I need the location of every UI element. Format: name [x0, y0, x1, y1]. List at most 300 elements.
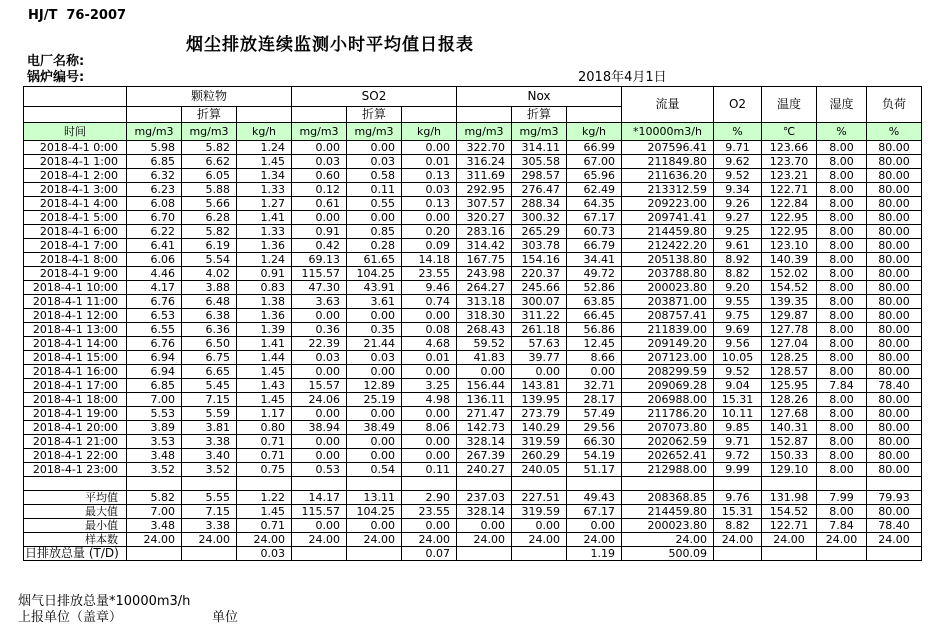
value-cell: 3.89 — [127, 421, 182, 435]
value-cell: 80.00 — [867, 281, 922, 295]
value-cell: 24.00 — [867, 533, 922, 547]
value-cell — [512, 477, 567, 491]
value-cell: 0.03 — [237, 547, 292, 561]
value-cell: 211849.80 — [622, 155, 714, 169]
col-header-load: 负荷 — [867, 87, 922, 123]
value-cell: 0.00 — [292, 141, 347, 155]
value-cell: 0.00 — [347, 519, 402, 533]
value-cell: 0.03 — [402, 183, 457, 197]
value-cell: 0.61 — [292, 197, 347, 211]
value-cell: 6.94 — [127, 351, 182, 365]
value-cell: 8.92 — [714, 253, 762, 267]
value-cell — [347, 547, 402, 561]
value-cell: 264.27 — [457, 281, 512, 295]
value-cell: 227.51 — [512, 491, 567, 505]
value-cell: 0.00 — [402, 435, 457, 449]
value-cell: 8.00 — [817, 421, 867, 435]
value-cell: 6.62 — [182, 155, 237, 169]
value-cell: 0.01 — [402, 351, 457, 365]
value-cell: 5.66 — [182, 197, 237, 211]
value-cell — [867, 477, 922, 491]
value-cell: 0.20 — [402, 225, 457, 239]
value-cell: 3.52 — [182, 463, 237, 477]
value-cell: 80.00 — [867, 253, 922, 267]
time-cell: 2018-4-1 0:00 — [24, 141, 127, 155]
boiler-number-label: 锅炉编号: — [27, 70, 85, 85]
value-cell: 7.00 — [127, 393, 182, 407]
value-cell: 8.00 — [817, 267, 867, 281]
value-cell: 142.73 — [457, 421, 512, 435]
value-cell: 123.66 — [762, 141, 817, 155]
value-cell: 9.99 — [714, 463, 762, 477]
value-cell: 273.79 — [512, 407, 567, 421]
value-cell: 8.66 — [567, 351, 622, 365]
value-cell: 6.50 — [182, 337, 237, 351]
value-cell: 311.22 — [512, 309, 567, 323]
value-cell: 0.00 — [347, 407, 402, 421]
data-row — [24, 281, 922, 295]
value-cell: 211786.20 — [622, 407, 714, 421]
value-cell: 23.55 — [402, 505, 457, 519]
value-cell: 4.02 — [182, 267, 237, 281]
value-cell: 0.00 — [347, 449, 402, 463]
value-cell: 24.00 — [714, 533, 762, 547]
value-cell: 0.75 — [237, 463, 292, 477]
unit-cell: mg/m3 — [292, 123, 347, 141]
value-cell: 0.00 — [457, 519, 512, 533]
value-cell: 115.57 — [292, 267, 347, 281]
value-cell: 80.00 — [867, 421, 922, 435]
value-cell: 209223.00 — [622, 197, 714, 211]
value-cell: 6.36 — [182, 323, 237, 337]
value-cell: 122.84 — [762, 197, 817, 211]
value-cell: 127.78 — [762, 323, 817, 337]
time-cell: 2018-4-1 1:00 — [24, 155, 127, 169]
value-cell: 80.00 — [867, 337, 922, 351]
value-cell: 9.71 — [714, 435, 762, 449]
value-cell: 300.32 — [512, 211, 567, 225]
value-cell: 80.00 — [867, 183, 922, 197]
value-cell: 104.25 — [347, 267, 402, 281]
value-cell: 66.99 — [567, 141, 622, 155]
value-cell: 128.25 — [762, 351, 817, 365]
value-cell: 245.66 — [512, 281, 567, 295]
value-cell: 2.90 — [402, 491, 457, 505]
unit-cell: mg/m3 — [127, 123, 182, 141]
unit-cell: kg/h — [237, 123, 292, 141]
col-header-flow: 流量 — [622, 87, 714, 123]
value-cell: 0.00 — [457, 365, 512, 379]
summary-row — [24, 519, 922, 533]
time-cell: 2018-4-1 21:00 — [24, 435, 127, 449]
value-cell: 0.07 — [402, 547, 457, 561]
spacer-row — [24, 477, 922, 491]
value-cell: 0.00 — [292, 449, 347, 463]
value-cell: 0.55 — [347, 197, 402, 211]
value-cell: 65.96 — [567, 169, 622, 183]
value-cell: 1.19 — [567, 547, 622, 561]
value-cell: 0.00 — [292, 435, 347, 449]
value-cell: 9.52 — [714, 365, 762, 379]
value-cell: 8.00 — [817, 365, 867, 379]
value-cell: 60.73 — [567, 225, 622, 239]
blank-cell — [292, 107, 347, 123]
value-cell: 0.00 — [292, 309, 347, 323]
summary-label: 最小值 — [24, 519, 127, 533]
value-cell: 12.45 — [567, 337, 622, 351]
value-cell: 240.05 — [512, 463, 567, 477]
summary-label: 日排放总量 (T/D) — [24, 547, 127, 561]
data-row — [24, 141, 922, 155]
value-cell — [457, 547, 512, 561]
value-cell: 8.00 — [817, 407, 867, 421]
value-cell: 7.84 — [817, 519, 867, 533]
value-cell: 80.00 — [867, 309, 922, 323]
value-cell: 39.77 — [512, 351, 567, 365]
value-cell: 0.00 — [402, 309, 457, 323]
value-cell: 150.33 — [762, 449, 817, 463]
time-cell: 2018-4-1 3:00 — [24, 183, 127, 197]
data-row — [24, 253, 922, 267]
value-cell: 0.00 — [347, 365, 402, 379]
value-cell: 0.71 — [237, 435, 292, 449]
value-cell: 6.76 — [127, 337, 182, 351]
value-cell: 15.57 — [292, 379, 347, 393]
value-cell: 9.62 — [714, 155, 762, 169]
value-cell: 8.00 — [817, 211, 867, 225]
value-cell: 307.57 — [457, 197, 512, 211]
value-cell: 3.52 — [127, 463, 182, 477]
value-cell: 1.27 — [237, 197, 292, 211]
time-cell: 2018-4-1 18:00 — [24, 393, 127, 407]
value-cell: 5.55 — [182, 491, 237, 505]
time-cell: 2018-4-1 22:00 — [24, 449, 127, 463]
value-cell: 9.04 — [714, 379, 762, 393]
value-cell: 62.49 — [567, 183, 622, 197]
value-cell: 8.06 — [402, 421, 457, 435]
units-row — [24, 123, 922, 141]
value-cell: 52.86 — [567, 281, 622, 295]
value-cell: 212988.00 — [622, 463, 714, 477]
value-cell: 6.06 — [127, 253, 182, 267]
value-cell: 8.00 — [817, 505, 867, 519]
summary-label: 最大值 — [24, 505, 127, 519]
value-cell: 24.00 — [567, 533, 622, 547]
value-cell: 8.00 — [817, 435, 867, 449]
value-cell: 3.61 — [347, 295, 402, 309]
summary-row — [24, 505, 922, 519]
value-cell: 7.00 — [127, 505, 182, 519]
value-cell: 9.76 — [714, 491, 762, 505]
value-cell: 1.38 — [237, 295, 292, 309]
value-cell — [867, 547, 922, 561]
value-cell: 123.21 — [762, 169, 817, 183]
value-cell: 129.10 — [762, 463, 817, 477]
value-cell: 207596.41 — [622, 141, 714, 155]
value-cell: 6.85 — [127, 155, 182, 169]
value-cell: 0.03 — [347, 155, 402, 169]
value-cell: 24.00 — [237, 533, 292, 547]
value-cell: 0.00 — [402, 141, 457, 155]
value-cell: 305.58 — [512, 155, 567, 169]
value-cell: 203788.80 — [622, 267, 714, 281]
value-cell — [762, 547, 817, 561]
value-cell: 300.07 — [512, 295, 567, 309]
value-cell: 205138.80 — [622, 253, 714, 267]
blank-cell — [237, 107, 292, 123]
value-cell: 6.22 — [127, 225, 182, 239]
value-cell — [567, 477, 622, 491]
value-cell: 80.00 — [867, 407, 922, 421]
value-cell: 0.54 — [347, 463, 402, 477]
value-cell: 69.13 — [292, 253, 347, 267]
value-cell: 66.79 — [567, 239, 622, 253]
value-cell: 78.40 — [867, 519, 922, 533]
blank-cell — [457, 107, 512, 123]
time-cell: 2018-4-1 9:00 — [24, 267, 127, 281]
value-cell: 8.00 — [817, 183, 867, 197]
value-cell: 8.00 — [817, 197, 867, 211]
value-cell: 128.57 — [762, 365, 817, 379]
value-cell: 214459.80 — [622, 225, 714, 239]
value-cell: 4.46 — [127, 267, 182, 281]
value-cell: 1.33 — [237, 183, 292, 197]
value-cell: 200023.80 — [622, 281, 714, 295]
value-cell: 80.00 — [867, 239, 922, 253]
value-cell: 0.00 — [567, 519, 622, 533]
value-cell: 23.55 — [402, 267, 457, 281]
value-cell: 0.03 — [292, 155, 347, 169]
value-cell: 8.00 — [817, 281, 867, 295]
value-cell: 276.47 — [512, 183, 567, 197]
value-cell: 67.17 — [567, 211, 622, 225]
unit-cell: % — [714, 123, 762, 141]
value-cell: 6.75 — [182, 351, 237, 365]
value-cell: 6.08 — [127, 197, 182, 211]
value-cell: 1.36 — [237, 239, 292, 253]
value-cell — [237, 477, 292, 491]
value-cell: 0.01 — [402, 155, 457, 169]
value-cell: 9.25 — [714, 225, 762, 239]
value-cell: 3.25 — [402, 379, 457, 393]
value-cell: 237.03 — [457, 491, 512, 505]
value-cell: 0.09 — [402, 239, 457, 253]
value-cell: 316.24 — [457, 155, 512, 169]
value-cell: 240.27 — [457, 463, 512, 477]
data-row — [24, 295, 922, 309]
value-cell: 80.00 — [867, 211, 922, 225]
value-cell: 203871.00 — [622, 295, 714, 309]
value-cell: 0.00 — [402, 365, 457, 379]
value-cell — [292, 547, 347, 561]
value-cell: 0.11 — [347, 183, 402, 197]
col-group-so2: SO2 — [292, 87, 457, 107]
value-cell: 1.41 — [237, 337, 292, 351]
time-column-header: 时间 — [24, 123, 127, 141]
value-cell: 0.58 — [347, 169, 402, 183]
value-cell: 318.30 — [457, 309, 512, 323]
col-header-temperature: 温度 — [762, 87, 817, 123]
value-cell: 0.00 — [292, 365, 347, 379]
data-row — [24, 267, 922, 281]
value-cell: 3.63 — [292, 295, 347, 309]
value-cell: 66.30 — [567, 435, 622, 449]
value-cell: 0.08 — [402, 323, 457, 337]
value-cell: 6.19 — [182, 239, 237, 253]
value-cell: 0.00 — [347, 141, 402, 155]
value-cell: 24.06 — [292, 393, 347, 407]
time-cell: 2018-4-1 16:00 — [24, 365, 127, 379]
report-table — [23, 86, 922, 561]
value-cell: 24.00 — [512, 533, 567, 547]
converted-label-so2: 折算 — [347, 107, 402, 123]
data-row — [24, 239, 922, 253]
data-row — [24, 351, 922, 365]
value-cell: 43.91 — [347, 281, 402, 295]
value-cell — [622, 477, 714, 491]
col-header-humidity: 湿度 — [817, 87, 867, 123]
value-cell: 0.03 — [292, 351, 347, 365]
time-cell: 2018-4-1 6:00 — [24, 225, 127, 239]
value-cell: 0.00 — [402, 211, 457, 225]
value-cell: 0.00 — [292, 519, 347, 533]
value-cell: 24.00 — [762, 533, 817, 547]
value-cell: 29.56 — [567, 421, 622, 435]
value-cell: 25.19 — [347, 393, 402, 407]
value-cell: 0.85 — [347, 225, 402, 239]
value-cell — [457, 477, 512, 491]
value-cell: 80.00 — [867, 365, 922, 379]
value-cell: 9.71 — [714, 141, 762, 155]
value-cell: 80.00 — [867, 449, 922, 463]
value-cell: 322.70 — [457, 141, 512, 155]
value-cell: 8.00 — [817, 337, 867, 351]
unit-cell: % — [867, 123, 922, 141]
value-cell: 3.48 — [127, 519, 182, 533]
value-cell: 156.44 — [457, 379, 512, 393]
value-cell: 207123.00 — [622, 351, 714, 365]
value-cell: 0.60 — [292, 169, 347, 183]
value-cell: 288.34 — [512, 197, 567, 211]
value-cell: 209069.28 — [622, 379, 714, 393]
value-cell: 1.43 — [237, 379, 292, 393]
value-cell — [714, 477, 762, 491]
value-cell: 47.30 — [292, 281, 347, 295]
value-cell: 1.17 — [237, 407, 292, 421]
value-cell: 80.00 — [867, 141, 922, 155]
value-cell: 207073.80 — [622, 421, 714, 435]
value-cell: 0.80 — [237, 421, 292, 435]
value-cell: 8.00 — [817, 295, 867, 309]
value-cell: 9.52 — [714, 169, 762, 183]
value-cell: 0.00 — [512, 519, 567, 533]
value-cell: 152.02 — [762, 267, 817, 281]
value-cell: 139.95 — [512, 393, 567, 407]
value-cell: 0.71 — [237, 519, 292, 533]
value-cell: 0.00 — [402, 519, 457, 533]
value-cell: 61.65 — [347, 253, 402, 267]
value-cell: 139.35 — [762, 295, 817, 309]
value-cell: 3.38 — [182, 519, 237, 533]
col-group-nox: Nox — [457, 87, 622, 107]
value-cell: 128.26 — [762, 393, 817, 407]
value-cell: 3.81 — [182, 421, 237, 435]
value-cell: 10.05 — [714, 351, 762, 365]
value-cell: 123.10 — [762, 239, 817, 253]
value-cell: 80.00 — [867, 225, 922, 239]
value-cell — [762, 477, 817, 491]
value-cell: 140.39 — [762, 253, 817, 267]
time-cell: 2018-4-1 13:00 — [24, 323, 127, 337]
value-cell: 9.75 — [714, 309, 762, 323]
value-cell: 122.71 — [762, 519, 817, 533]
value-cell: 5.53 — [127, 407, 182, 421]
value-cell: 80.00 — [867, 505, 922, 519]
value-cell: 8.82 — [714, 267, 762, 281]
value-cell: 271.47 — [457, 407, 512, 421]
value-cell: 5.98 — [127, 141, 182, 155]
value-cell: 8.00 — [817, 463, 867, 477]
unit-label: 单位 — [212, 610, 239, 625]
value-cell: 14.18 — [402, 253, 457, 267]
value-cell: 24.00 — [817, 533, 867, 547]
time-cell: 2018-4-1 5:00 — [24, 211, 127, 225]
value-cell: 9.72 — [714, 449, 762, 463]
value-cell: 9.27 — [714, 211, 762, 225]
value-cell: 0.28 — [347, 239, 402, 253]
data-row — [24, 421, 922, 435]
value-cell: 214459.80 — [622, 505, 714, 519]
time-cell: 2018-4-1 15:00 — [24, 351, 127, 365]
flue-gas-daily-total-note: 烟气日排放总量*10000m3/h — [18, 594, 191, 609]
value-cell: 1.44 — [237, 351, 292, 365]
summary-row — [24, 491, 922, 505]
value-cell: 80.00 — [867, 295, 922, 309]
time-cell: 2018-4-1 19:00 — [24, 407, 127, 421]
value-cell: 6.28 — [182, 211, 237, 225]
value-cell: 122.95 — [762, 211, 817, 225]
value-cell: 260.29 — [512, 449, 567, 463]
value-cell: 314.11 — [512, 141, 567, 155]
value-cell: 9.69 — [714, 323, 762, 337]
value-cell: 1.22 — [237, 491, 292, 505]
value-cell: 8.00 — [817, 393, 867, 407]
value-cell: 328.14 — [457, 505, 512, 519]
value-cell: 4.17 — [127, 281, 182, 295]
value-cell: 0.03 — [347, 351, 402, 365]
value-cell: 104.25 — [347, 505, 402, 519]
value-cell: 64.35 — [567, 197, 622, 211]
value-cell: 1.33 — [237, 225, 292, 239]
value-cell: 0.00 — [292, 407, 347, 421]
value-cell — [714, 547, 762, 561]
value-cell: 24.00 — [622, 533, 714, 547]
value-cell: 8.00 — [817, 155, 867, 169]
value-cell: 3.88 — [182, 281, 237, 295]
value-cell: 9.85 — [714, 421, 762, 435]
value-cell: 314.42 — [457, 239, 512, 253]
data-row — [24, 463, 922, 477]
value-cell: 328.14 — [457, 435, 512, 449]
value-cell: 0.00 — [347, 435, 402, 449]
value-cell: 10.11 — [714, 407, 762, 421]
value-cell: 6.55 — [127, 323, 182, 337]
value-cell: 3.53 — [127, 435, 182, 449]
value-cell — [127, 477, 182, 491]
value-cell: 202062.59 — [622, 435, 714, 449]
value-cell — [402, 477, 457, 491]
value-cell: 8.00 — [817, 141, 867, 155]
